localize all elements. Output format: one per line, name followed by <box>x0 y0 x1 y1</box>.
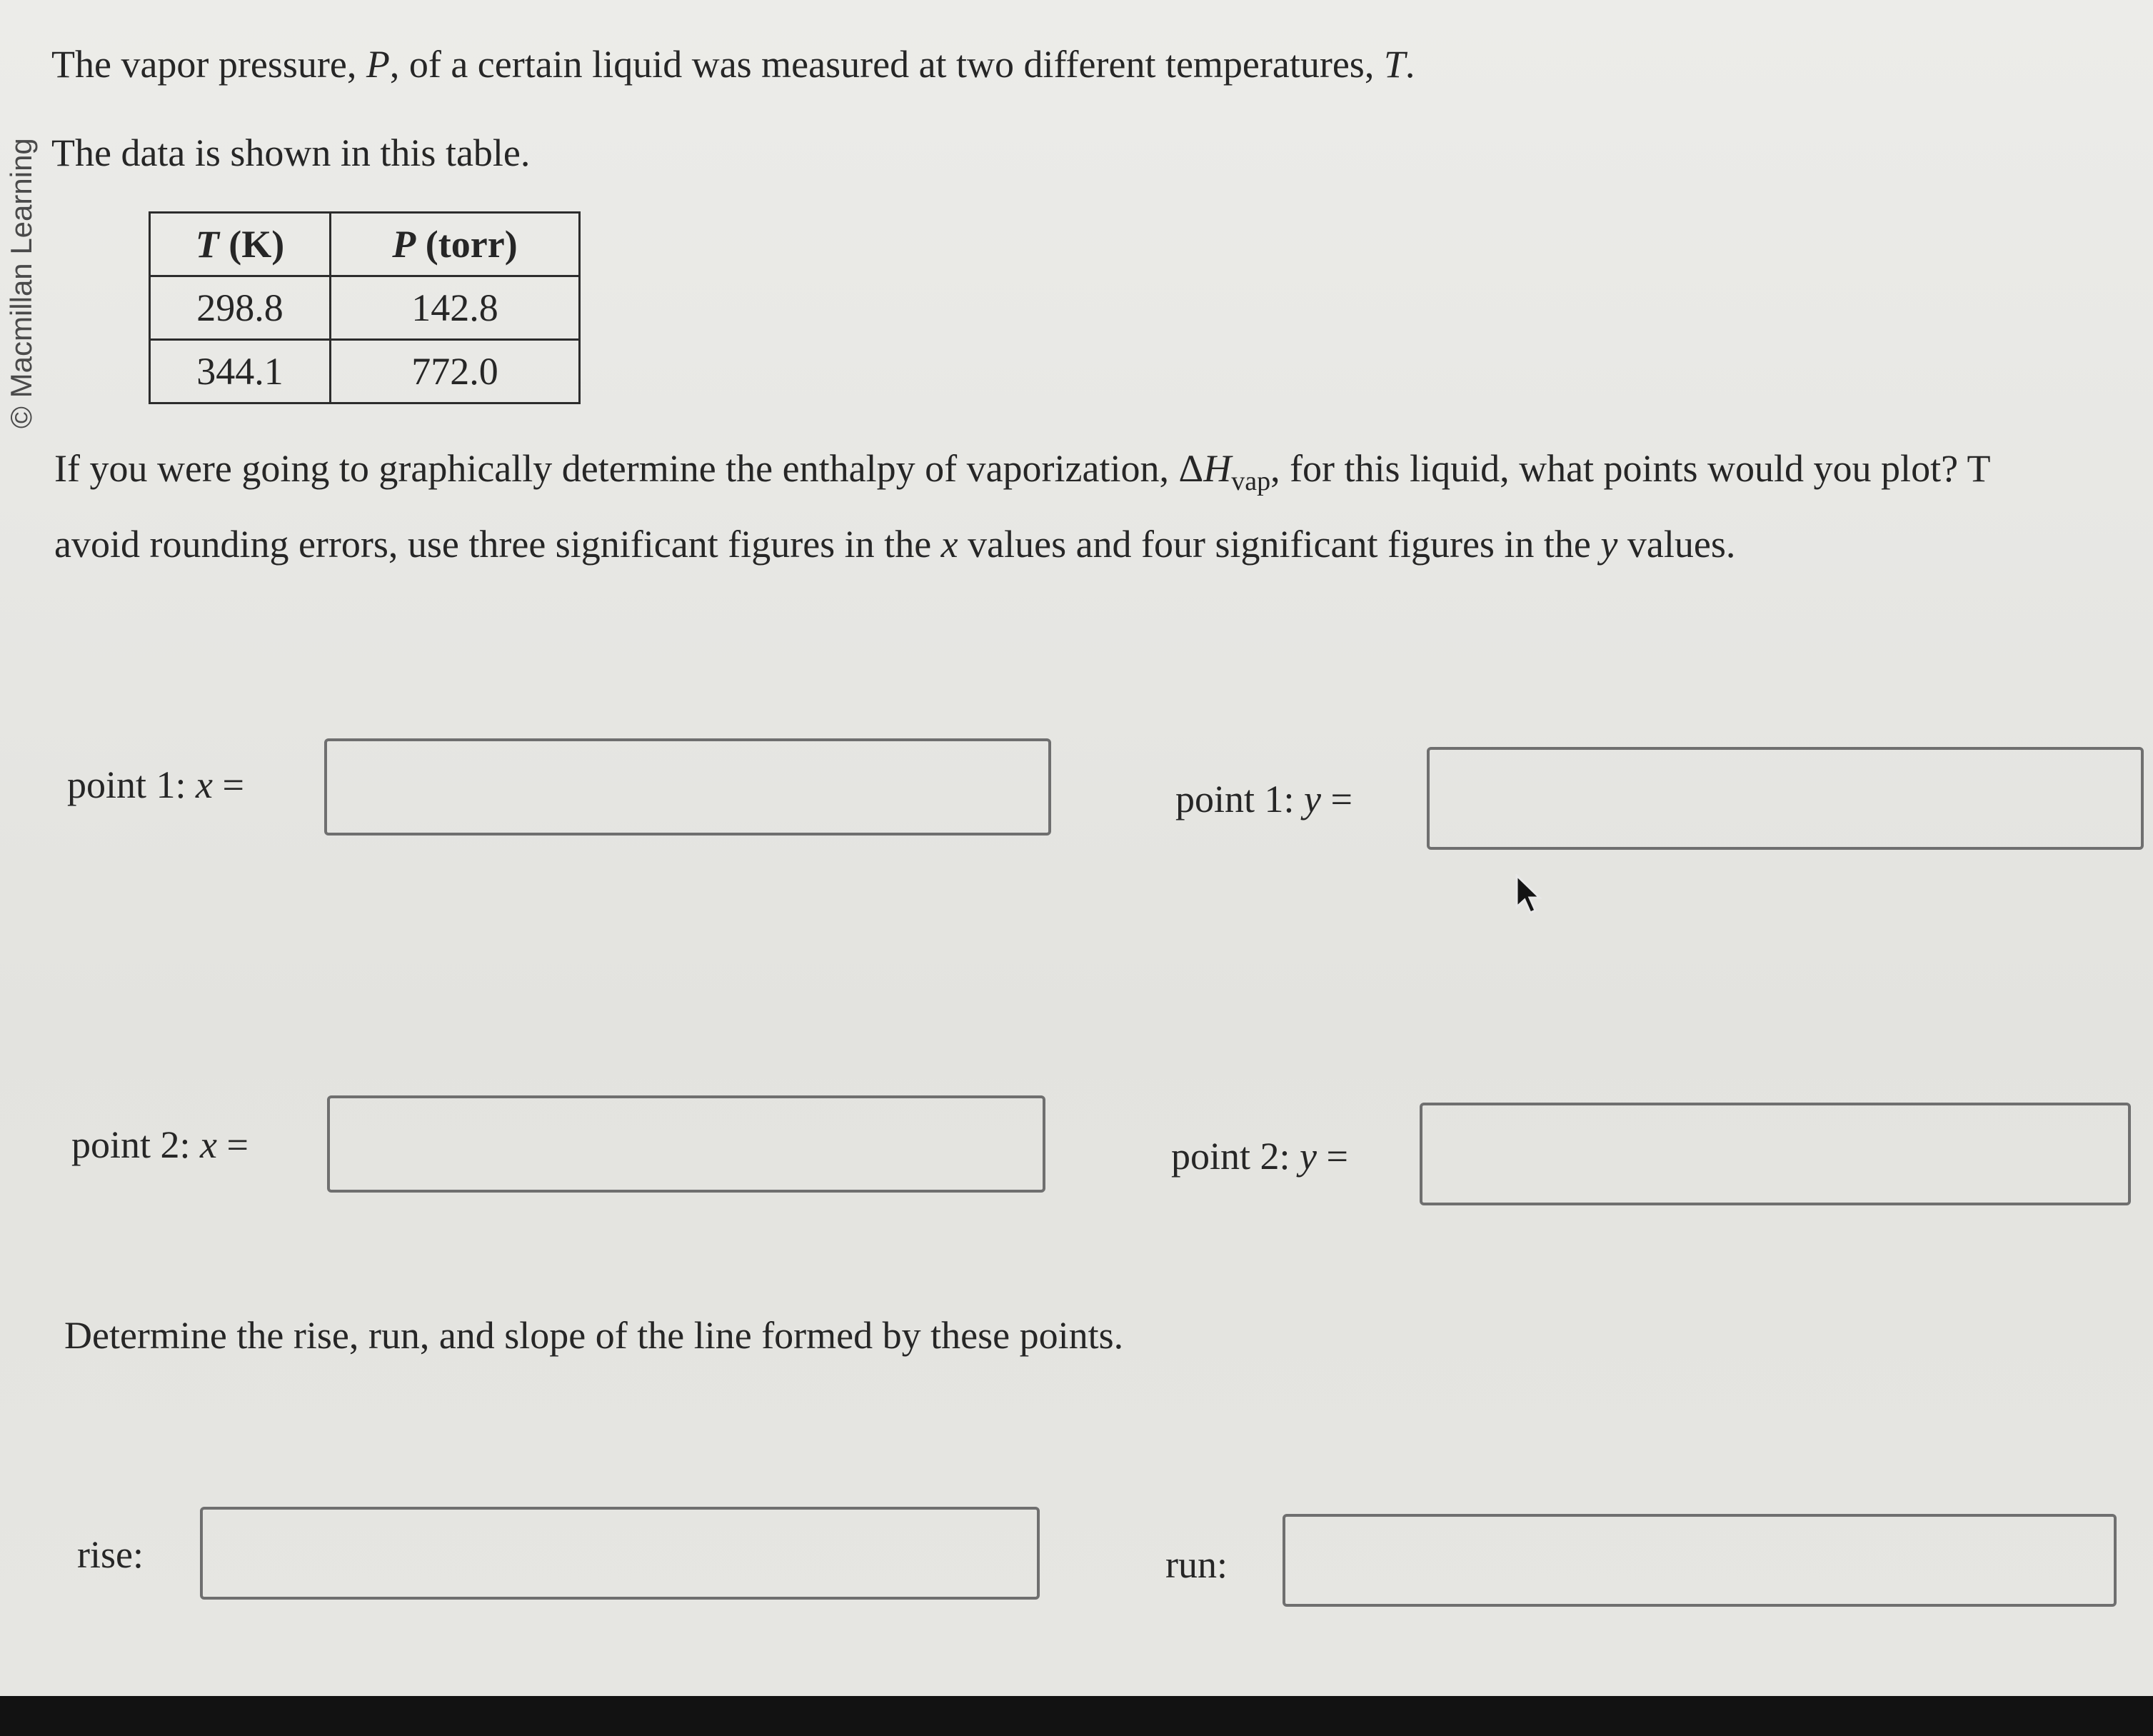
point1-y-input[interactable] <box>1427 747 2144 850</box>
question-line-1: If you were going to graphically determine the enthalpy of vaporization, $\Delta H_{vap}$, for this liquid, what points would you plot? T <box>54 447 1991 496</box>
point2-y-input[interactable] <box>1420 1103 2131 1205</box>
run-label: run: <box>1165 1543 1228 1586</box>
data-table <box>149 211 581 404</box>
cell-pressure: 772.0 <box>331 340 580 403</box>
intro-line-1: The vapor pressure, P, of a certain liquid was measured at two different temperatures, T. <box>51 43 1415 86</box>
point1-y-label: point 1: y = <box>1175 778 1352 821</box>
header-temperature: T (K) <box>150 213 331 276</box>
rise-input[interactable] <box>200 1507 1040 1600</box>
point1-x-input[interactable] <box>324 738 1051 836</box>
copyright-notice: © Macmillan Learning <box>4 138 38 428</box>
mouse-pointer-icon <box>1514 874 1542 914</box>
point1-x-label: point 1: x = <box>67 763 244 806</box>
run-input[interactable] <box>1283 1514 2117 1607</box>
cell-temperature: 298.8 <box>150 276 331 340</box>
point2-y-label: point 2: y = <box>1171 1135 1348 1178</box>
cell-temperature: 344.1 <box>150 340 331 403</box>
instruction-text: Determine the rise, run, and slope of the line formed by these points. <box>64 1314 1124 1357</box>
intro-line-2: The data is shown in this table. <box>51 131 531 174</box>
table-row <box>150 276 580 340</box>
screen-bezel <box>0 1696 2153 1736</box>
rise-label: rise: <box>77 1533 144 1576</box>
header-pressure: P (torr) <box>331 213 580 276</box>
table-header-row <box>150 213 580 276</box>
question-text <box>54 437 2139 576</box>
table-row <box>150 340 580 403</box>
point2-x-label: point 2: x = <box>71 1123 249 1166</box>
cell-pressure: 142.8 <box>331 276 580 340</box>
question-line-2: avoid rounding errors, use three significant figures in the x values and four significant figures in the y values. <box>54 522 1736 566</box>
point2-x-input[interactable] <box>327 1095 1045 1193</box>
